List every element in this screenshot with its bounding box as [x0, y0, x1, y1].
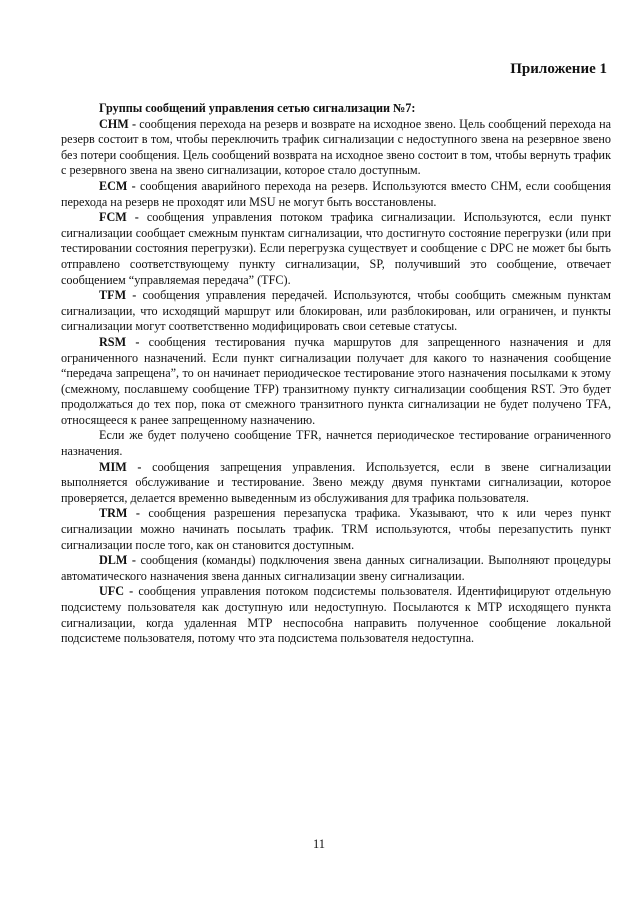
- term-abbreviation: TRM -: [99, 506, 140, 521]
- term-description: сообщения управления потоком подсистемы пользователя. Идентифицируют отдельную подсистему пользователя как доступную или недоступную. Посылаются к МТР исходящего пункта сигнализации, когда удаленная МТР неспособна направить полученное сообщение локальной подсистеме пользователя, потому что эта подсистема пользователя недоступна.: [61, 584, 611, 646]
- term-description: сообщения управления передачей. Используются, чтобы сообщить смежным пунктам сигнализации, что исходящий маршрут или блокирован, или разблокирован, или ограничен, и пункты сигнализации могут соответственно модифицировать свои сетевые статусы.: [61, 288, 611, 334]
- term-abbreviation: ECM -: [99, 178, 136, 193]
- term-description: Если же будет получено сообщение TFR, начнется периодическое тестирование ограниченного назначения.: [61, 428, 611, 459]
- term-abbreviation: UFC -: [99, 584, 134, 599]
- section-title: Группы сообщений управления сетью сигнализации №7:: [99, 101, 416, 115]
- term-abbreviation: FCM -: [99, 210, 139, 225]
- term-abbreviation: RSM -: [99, 334, 140, 349]
- term-description: сообщения (команды) подключения звена данных сигнализации. Выполняют процедуры автоматического назначения звена данных сигнализации звену сигнализации.: [61, 553, 611, 583]
- term-abbreviation: TFM -: [99, 288, 137, 303]
- page-number: 11: [312, 837, 326, 851]
- term-description: сообщения аварийного перехода на резерв. Используются вместо CHM, если сообщения перехода на резерв не проходят или MSU не могут быть восстановлены.: [61, 178, 611, 209]
- paragraph-chm: [61, 117, 611, 179]
- paragraph-rsm: [61, 335, 611, 429]
- term-description: сообщения запрещения управления. Используется, если в звене сигнализации выполняется обслуживание и тестирование. Звено между двумя пунктами сигнализации, которое проверяется, делается временно выведенным из обслуживания для трафика пользователя.: [61, 459, 611, 505]
- paragraph-tfr-note: [61, 428, 611, 459]
- term-abbreviation: MIM -: [99, 459, 142, 474]
- paragraph-trm: [61, 506, 611, 553]
- paragraph-mim: [61, 460, 611, 507]
- paragraph-ecm: [61, 179, 611, 210]
- term-abbreviation: DLM -: [99, 553, 136, 568]
- paragraph-fcm: [61, 210, 611, 288]
- document-body: [61, 101, 611, 647]
- term-description: сообщения управления потоком трафика сигнализации. Используются, если пункт сигнализации сообщает смежным пунктам сигнализации, что достигнуто состояние перегрузки (или при тестировании состояния перегрузки). Если перегрузка существует и сообщение с DPC не может бы быть отправлено соответствующему пункту сигнализации, SP, получивший это сообщение, отвечает сообщением “управляемая передача” (TFC).: [61, 210, 611, 287]
- paragraph-ufc: [61, 584, 611, 646]
- term-description: сообщения разрешения перезапуска трафика. Указывают, что к или через пункт сигнализации можно начинать посылать трафик. TRM используются, чтобы перезапустить пункт сигнализации после того, как он становится доступным.: [61, 506, 611, 552]
- term-description: сообщения перехода на резерв и возврате на исходное звено. Цель сообщений перехода на резерв состоит в том, чтобы переключить трафик сигнализации с недоступного звена на резервное звено без потери сообщения. Цель сообщений возврата на исходное звено состоит в том, чтобы вернуть трафик с резервного звена на звено сигнализации, которое стало доступным.: [61, 116, 611, 178]
- appendix-heading: Приложение 1: [510, 61, 607, 77]
- paragraph-tfm: [61, 288, 611, 335]
- term-description: сообщения тестирования пучка маршрутов для запрещенного назначения и для ограниченного назначений. Если пункт сигнализации получает для какого то назначения сообщение “передача запрещена”, то он начинает периодическое тестирование этого назначения посылками к этому (смежному, пославшему сообщение TFP) транзитному пункту сигнализации сообщения RST. Это будет продолжаться до тех пор, пока от смежного транзитного пункта сигнализации не будет получено TFA, относящееся к ранее запрещенному назначению.: [61, 334, 611, 427]
- paragraph-dlm: [61, 553, 611, 584]
- term-abbreviation: CHM -: [99, 116, 137, 131]
